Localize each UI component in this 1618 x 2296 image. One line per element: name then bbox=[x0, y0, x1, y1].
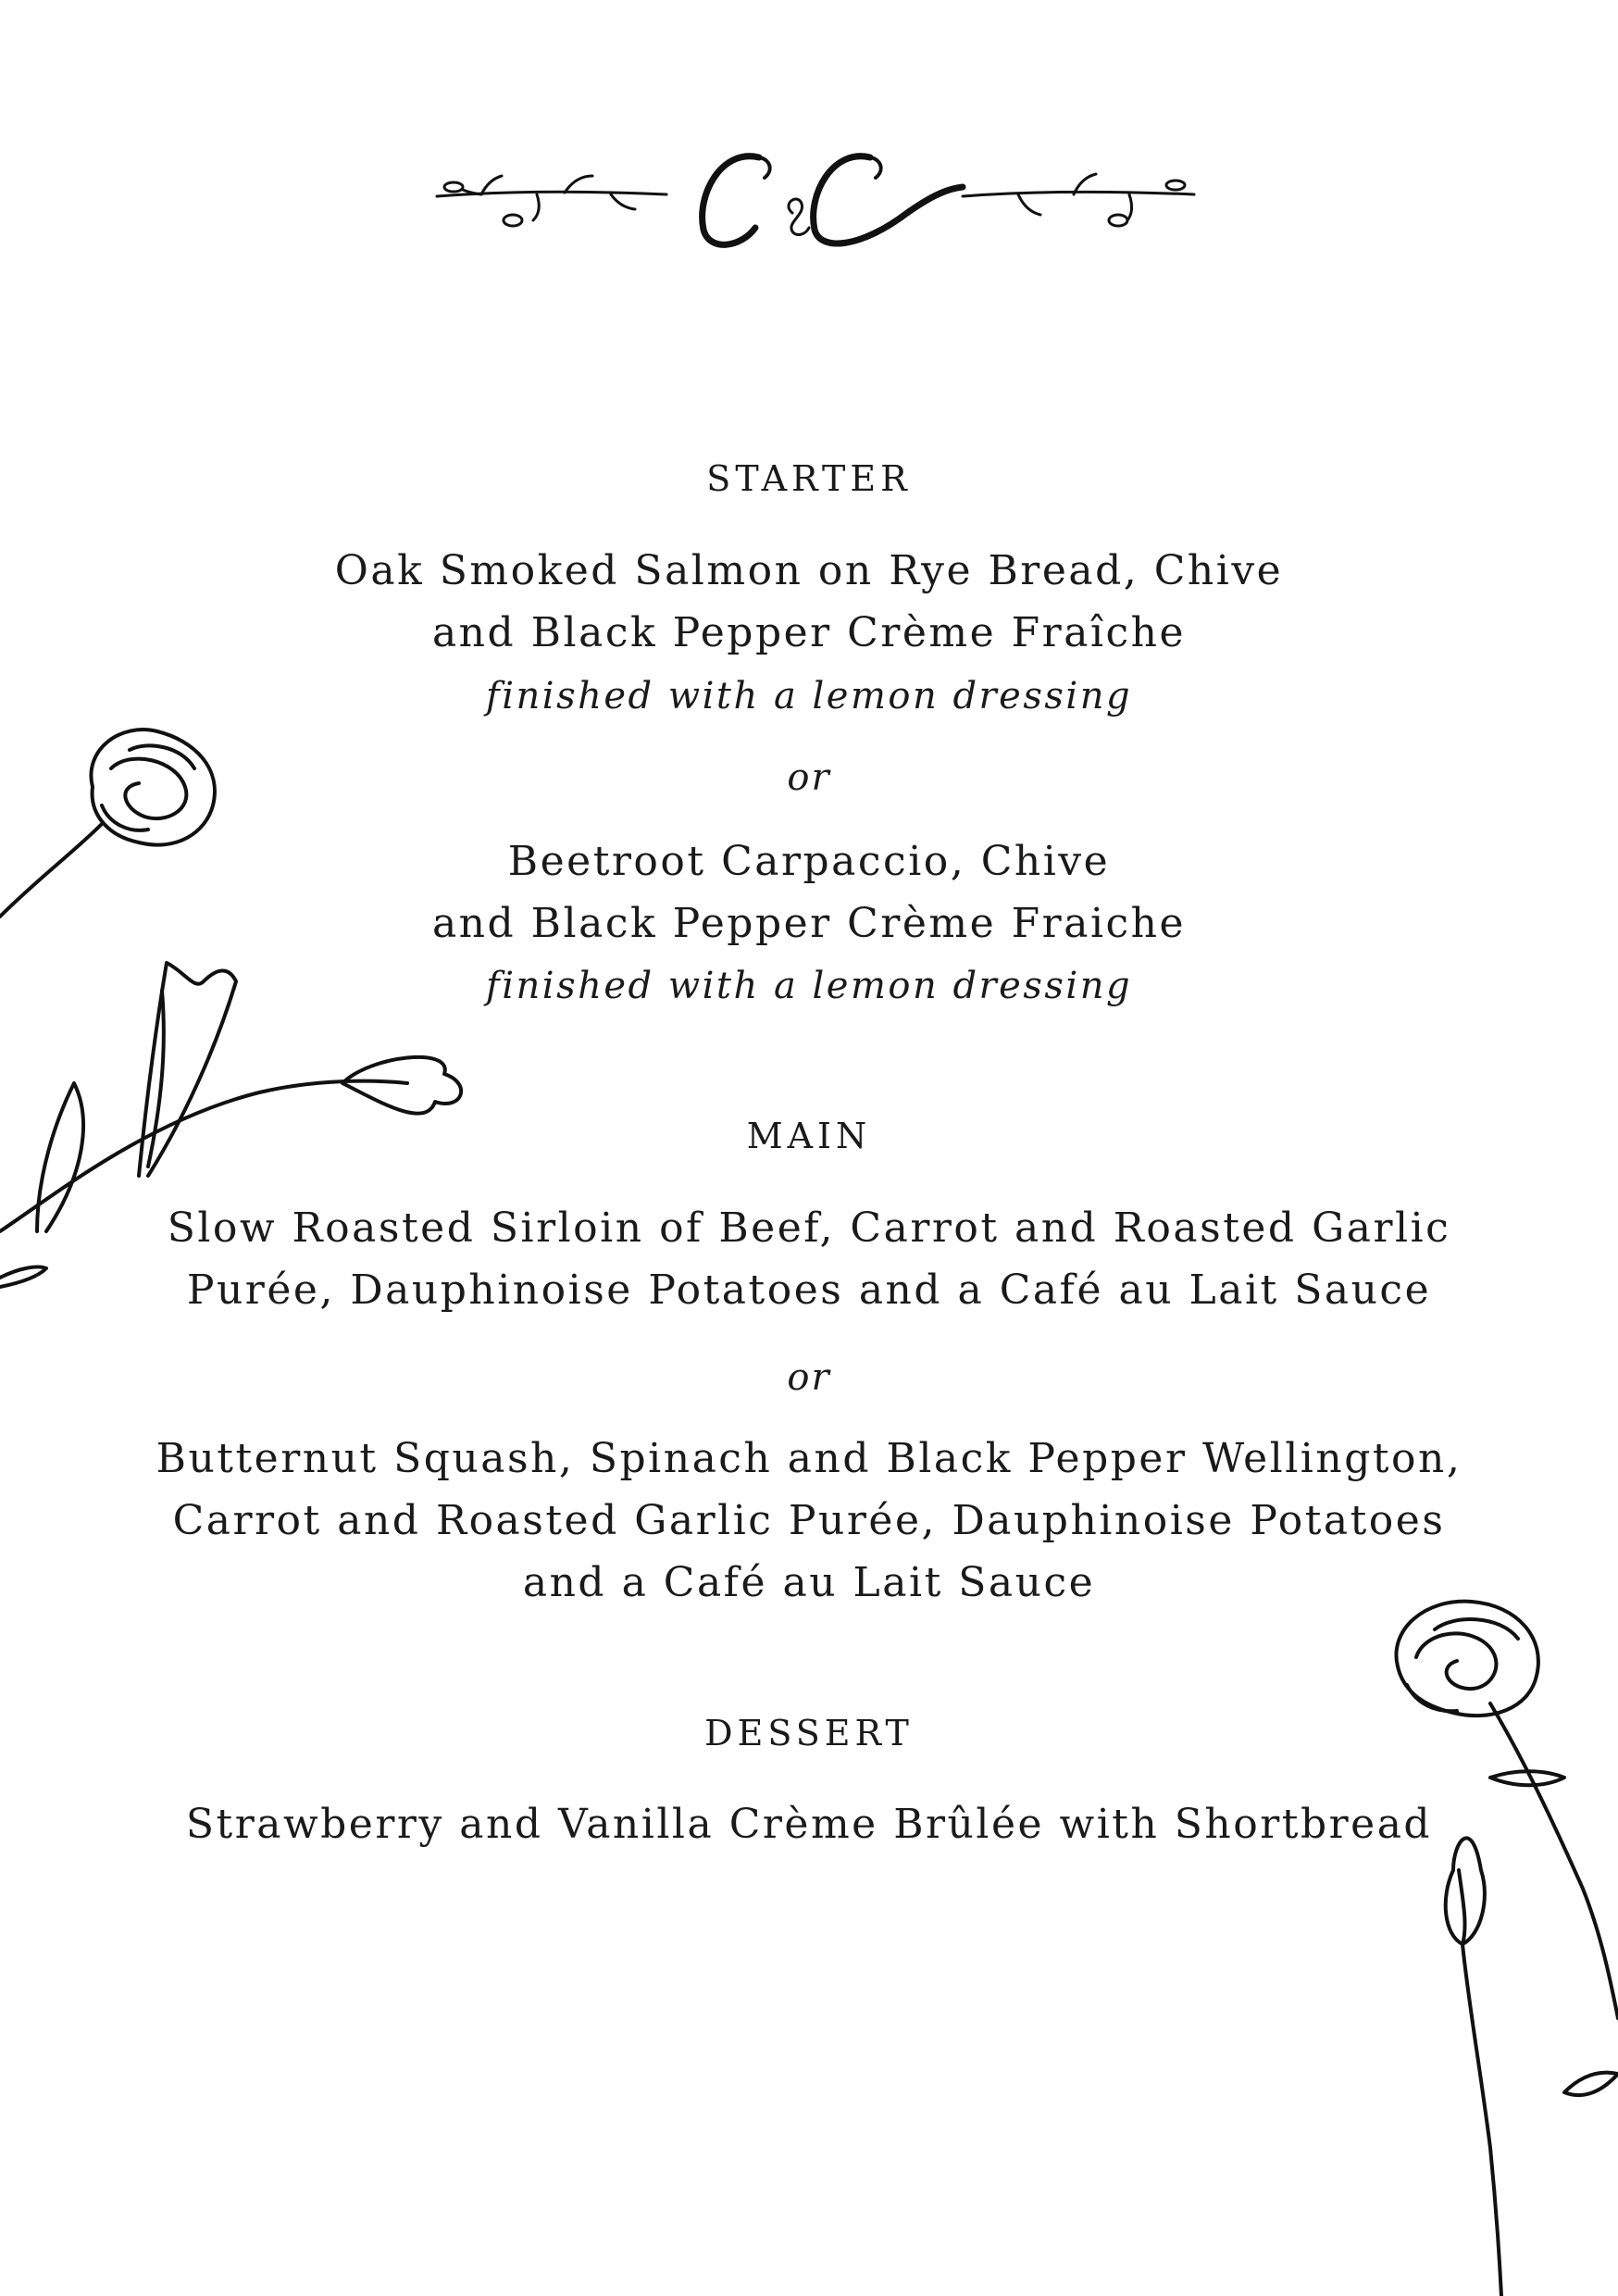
rose-sketch-icon bbox=[1379, 1592, 1618, 2296]
dessert-heading: DESSERT bbox=[704, 1713, 914, 1753]
starter-option-2-note: finished with a lemon dressing bbox=[485, 965, 1133, 1007]
dish-line: and a Café au Lait Sauce bbox=[522, 1559, 1096, 1606]
monogram-vine-icon bbox=[426, 139, 1203, 259]
rose-sketch-icon bbox=[0, 713, 481, 1305]
dish-line: Purée, Dauphinoise Potatoes and a Café au Lait Sauce bbox=[186, 1267, 1432, 1314]
dish-line: Slow Roasted Sirloin of Beef, Carrot and Roasted Garlic bbox=[167, 1204, 1451, 1252]
dish-line: Strawberry and Vanilla Crème Brûlée with Shortbread bbox=[185, 1801, 1433, 1848]
starter-option-1-note: finished with a lemon dressing bbox=[485, 675, 1133, 718]
dish-line: Beetroot Carpaccio, Chive bbox=[507, 838, 1111, 885]
starter-or-divider: or bbox=[787, 756, 831, 799]
dish-line: and Black Pepper Crème Fraiche bbox=[431, 900, 1187, 947]
starter-option-1 bbox=[0, 540, 1618, 664]
main-option-2 bbox=[0, 1428, 1618, 1614]
dish-line: Carrot and Roasted Garlic Purée, Dauphinoise Potatoes bbox=[172, 1497, 1446, 1544]
dish-line: and Black Pepper Crème Fraîche bbox=[431, 609, 1187, 656]
dish-line: Oak Smoked Salmon on Rye Bread, Chive bbox=[334, 547, 1284, 594]
dessert-option-1 bbox=[0, 1793, 1618, 1855]
main-heading: MAIN bbox=[746, 1116, 872, 1156]
main-or-divider: or bbox=[787, 1356, 831, 1399]
starter-heading: STARTER bbox=[706, 458, 912, 499]
dish-line: Butternut Squash, Spinach and Black Pepper Wellington, bbox=[156, 1435, 1462, 1482]
